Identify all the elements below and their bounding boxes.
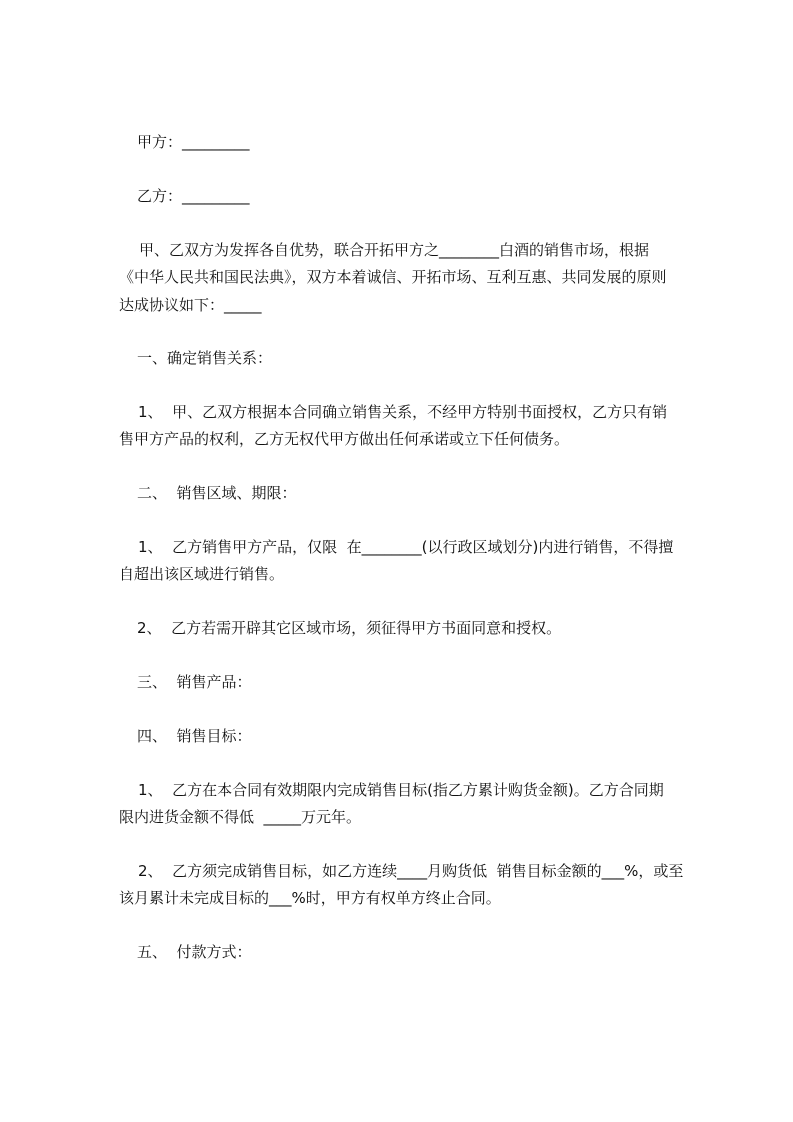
section-1-item-1-line-1: 1、 甲、乙双方根据本合同确立销售关系，不经甲方特别书面授权，乙方只有销 — [138, 403, 668, 421]
section-4-item-2-line-2: 该月累计未完成目标的___%时，甲方有权单方终止合同。 — [119, 889, 501, 907]
party-b-line: 乙方：_________ — [137, 187, 250, 205]
intro-line-1: 甲、乙双方为发挥各自优势，联合开拓甲方之________白酒的销售市场，根据 — [139, 241, 650, 259]
party-a-line: 甲方：_________ — [137, 133, 250, 151]
section-1-item-1-line-2: 售甲方产品的权利，乙方无权代甲方做出任何承诺或立下任何债务。 — [119, 430, 570, 448]
section-2-item-2: 2、 乙方若需开辟其它区域市场，须征得甲方书面同意和授权。 — [137, 619, 562, 637]
section-3-heading: 三、 销售产品： — [137, 673, 252, 691]
section-4-heading: 四、 销售目标： — [137, 727, 252, 745]
section-4-item-2-line-1: 2、 乙方须完成销售目标，如乙方连续____月购货低 销售目标金额的___%，或至 — [138, 862, 684, 880]
section-1-heading: 一、确定销售关系： — [137, 349, 273, 367]
section-4-item-1-line-1: 1、 乙方在本合同有效期限内完成销售目标(指乙方累计购货金额)。乙方合同期 — [138, 781, 664, 799]
section-2-item-1-line-1: 1、 乙方销售甲方产品，仅限 在________(以行政区域划分)内进行销售，不得擅 — [138, 538, 674, 556]
section-5-heading: 五、 付款方式： — [137, 943, 252, 961]
section-2-item-1-line-2: 自超出该区域进行销售。 — [119, 565, 285, 583]
section-2-heading: 二、 销售区域、期限： — [137, 484, 297, 502]
intro-line-3: 达成协议如下：_____ — [119, 296, 262, 314]
intro-line-2: 《中华人民共和国民法典》，双方本着诚信、开拓市场、互利互惠、共同发展的原则 — [119, 268, 667, 286]
section-4-item-1-line-2: 限内进货金额不得低 _____万元年。 — [119, 808, 362, 826]
